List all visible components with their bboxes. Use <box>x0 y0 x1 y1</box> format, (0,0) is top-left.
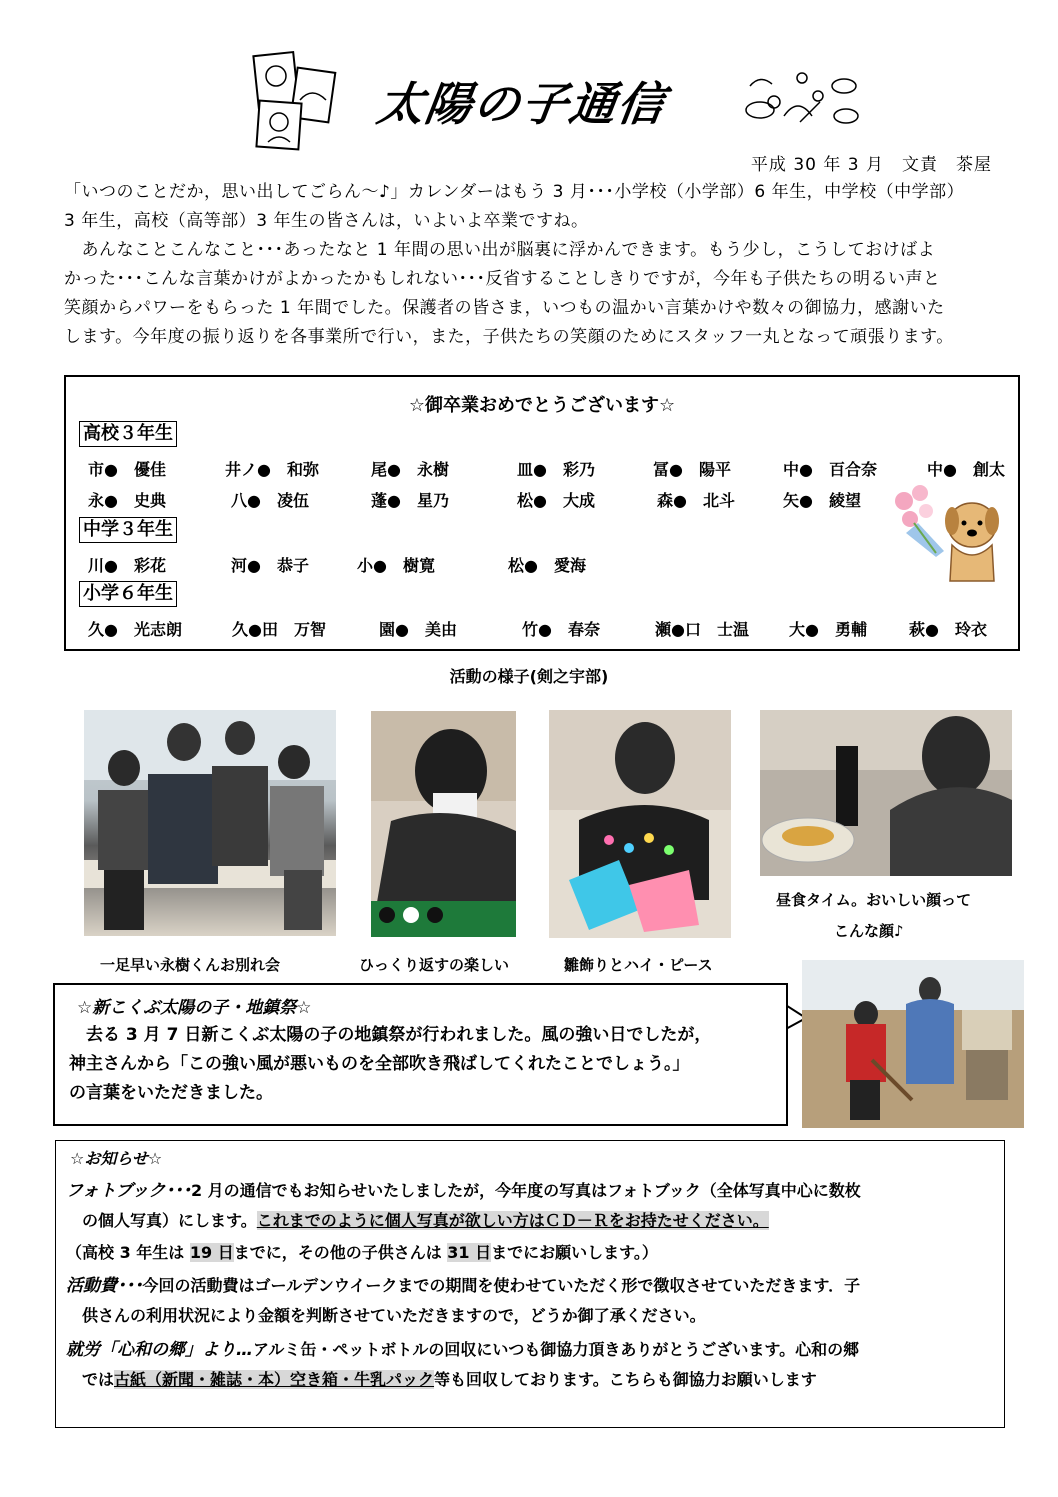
intro-line: 3 年生，高校（高等部）3 年生の皆さんは，いよいよ卒業ですね。 <box>64 211 589 231</box>
photobook-keyword: フォトブック･･･ <box>66 1181 191 1201</box>
graduation-title: ☆御卒業おめでとうございます☆ <box>408 395 676 416</box>
photo-hina-dolls <box>549 710 731 938</box>
middle-school-row <box>88 553 586 576</box>
intro-text <box>64 178 998 352</box>
fee-text: 今回の活動費はゴールデンウイークまでの期間を使わせていただく形で徴収させていただきます．子 <box>142 1276 861 1295</box>
intro-line: 「いつのことだか，思い出してごらん～♪」カレンダーはもう 3 月･･･小学校（小学部）6 年生，中学校（中学部） <box>64 182 965 202</box>
notice-box <box>55 1140 1005 1428</box>
elementary-label: 小学６年生 <box>79 581 177 607</box>
deadline-others: 31 日 <box>447 1243 492 1262</box>
high-school-row-2 <box>88 488 861 511</box>
groundbreaking-box <box>53 983 788 1126</box>
graduate-name: 大● 勇輔 <box>789 620 867 639</box>
photo-groundbreaking-ceremony <box>802 960 1024 1128</box>
notice-title: ☆お知らせ☆ <box>70 1149 163 1168</box>
deadline-line <box>66 1239 658 1267</box>
photobook-line-2 <box>66 1207 769 1235</box>
newsletter-title: 太陽の子通信 <box>373 77 670 131</box>
photobook-request: これまでのように個人写真が欲しい方はＣＤ－Ｒをお持たせください。 <box>256 1211 769 1230</box>
photobook-text: の個人写真）にします。 <box>66 1211 257 1230</box>
graduate-name: 冨● 陽平 <box>653 460 731 479</box>
work-keyword: 就労「心和の郷」より… <box>66 1340 253 1360</box>
middle-school-label: 中学３年生 <box>79 517 177 543</box>
photo-frames-icon <box>248 50 338 152</box>
work-text: 等も回収しております。こちらも御協力お願いします <box>434 1370 817 1389</box>
high-school-row-1 <box>88 457 1005 480</box>
fee-line-1 <box>66 1272 860 1300</box>
groundbreaking-text <box>69 1021 775 1108</box>
work-text: では <box>66 1370 115 1389</box>
caption-othello: ひっくり返すの楽しい <box>359 956 510 974</box>
groundbreaking-line: の言葉をいただきました。 <box>69 1083 273 1103</box>
work-recycling-items: 古紙（新聞・雑誌・本）空き箱・牛乳パック <box>114 1370 435 1389</box>
graduate-name: 井ノ● 和弥 <box>225 460 319 479</box>
work-line-1 <box>66 1336 859 1364</box>
caption-lunch-2: こんな顔♪ <box>834 922 904 940</box>
graduate-name: 中● 創太 <box>927 460 1005 479</box>
photobook-line-1 <box>66 1177 861 1205</box>
fee-keyword: 活動費･･･ <box>66 1276 143 1296</box>
deadline-text: までにお願いします。） <box>491 1243 658 1262</box>
graduate-name: 竹● 春奈 <box>522 620 600 639</box>
fee-line-2: 供さんの利用状況により金額を判断させていただきますので，どうか御了承ください。 <box>66 1306 706 1325</box>
groundbreaking-title: ☆新こくぶ太陽の子・地鎮祭☆ <box>77 998 312 1018</box>
birds-flowers-icon <box>740 66 864 130</box>
high-school-label: 高校３年生 <box>79 421 177 447</box>
graduate-name: 皿● 彩乃 <box>517 460 595 479</box>
caption-hina: 雛飾りとハイ・ピース <box>564 956 713 974</box>
graduate-name: 蓬● 星乃 <box>371 491 449 510</box>
elementary-row <box>88 617 987 640</box>
photo-othello <box>371 711 516 937</box>
graduation-box <box>64 375 1020 651</box>
graduate-name: 尾● 永樹 <box>371 460 449 479</box>
work-text: アルミ缶・ペットボトルの回収にいつも御協力頂きありがとうございます。心和の郷 <box>253 1340 860 1359</box>
graduate-name: 川● 彩花 <box>88 556 166 575</box>
intro-line: します。今年度の振り返りを各事業所で行い，また，子供たちの笑顔のためにスタッフ一丸となって頑張ります。 <box>64 327 954 347</box>
intro-line: 笑顔からパワーをもらった 1 年間でした。保護者の皆さま，いつもの温かい言葉かけや数々の御協力，感謝いた <box>64 298 945 318</box>
graduate-name: 森● 北斗 <box>657 491 735 510</box>
graduate-name: 萩● 玲衣 <box>909 620 987 639</box>
caption-lunch-1: 昼食タイム。おいしい顔って <box>776 891 972 909</box>
work-line-2 <box>66 1366 817 1394</box>
graduate-name: 小● 樹寛 <box>357 556 435 575</box>
graduate-name: 瀬●口 士温 <box>655 620 749 639</box>
photo-farewell-party <box>84 710 336 936</box>
dog-bouquet-icon <box>890 483 1000 587</box>
graduate-name: 松● 大成 <box>517 491 595 510</box>
deadline-text: （高校 3 年生は <box>66 1243 190 1262</box>
graduate-name: 矢● 綾望 <box>783 491 861 510</box>
deadline-high-school: 19 日 <box>189 1243 234 1262</box>
groundbreaking-line: 神主さんから「この強い風が悪いものを全部吹き飛ばしてくれたことでしょう。」 <box>69 1054 690 1074</box>
deadline-text: までに，その他の子供さんは <box>233 1243 448 1262</box>
photo-lunch-time <box>760 710 1012 876</box>
intro-line: かった･･･こんな言葉かけがよかったかもしれない･･･反省することしきりですが，今年も子供たちの明るい声と <box>64 269 941 289</box>
intro-line: あんなことこんなこと･･･あったなと 1 年間の思い出が脳裏に浮かんできます。もう少し，こうしておけばよ <box>64 240 936 260</box>
activity-section-title: 活動の様子(剣之宇部) <box>449 667 609 686</box>
graduate-name: 永● 史典 <box>88 491 166 510</box>
graduate-name: 市● 優佳 <box>88 460 166 479</box>
graduate-name: 久● 光志朗 <box>88 620 182 639</box>
groundbreaking-line: 去る 3 月 7 日新こくぶ太陽の子の地鎮祭が行われました。風の強い日でしたが， <box>69 1025 712 1045</box>
graduate-name: 八● 凌伍 <box>231 491 309 510</box>
graduate-name: 久●田 万智 <box>232 620 326 639</box>
graduate-name: 松● 愛海 <box>508 556 586 575</box>
graduate-name: 中● 百合奈 <box>783 460 877 479</box>
graduate-name: 園● 美由 <box>379 620 457 639</box>
issue-date-author: 平成 30 年 3 月 文責 茶屋 <box>750 155 992 175</box>
caption-farewell: 一足早い永樹くんお別れ会 <box>100 956 281 974</box>
graduate-name: 河● 恭子 <box>231 556 309 575</box>
photobook-text: 2 月の通信でもお知らせいたしましたが，今年度の写真はフォトブック（全体写真中心に数枚 <box>190 1181 861 1200</box>
